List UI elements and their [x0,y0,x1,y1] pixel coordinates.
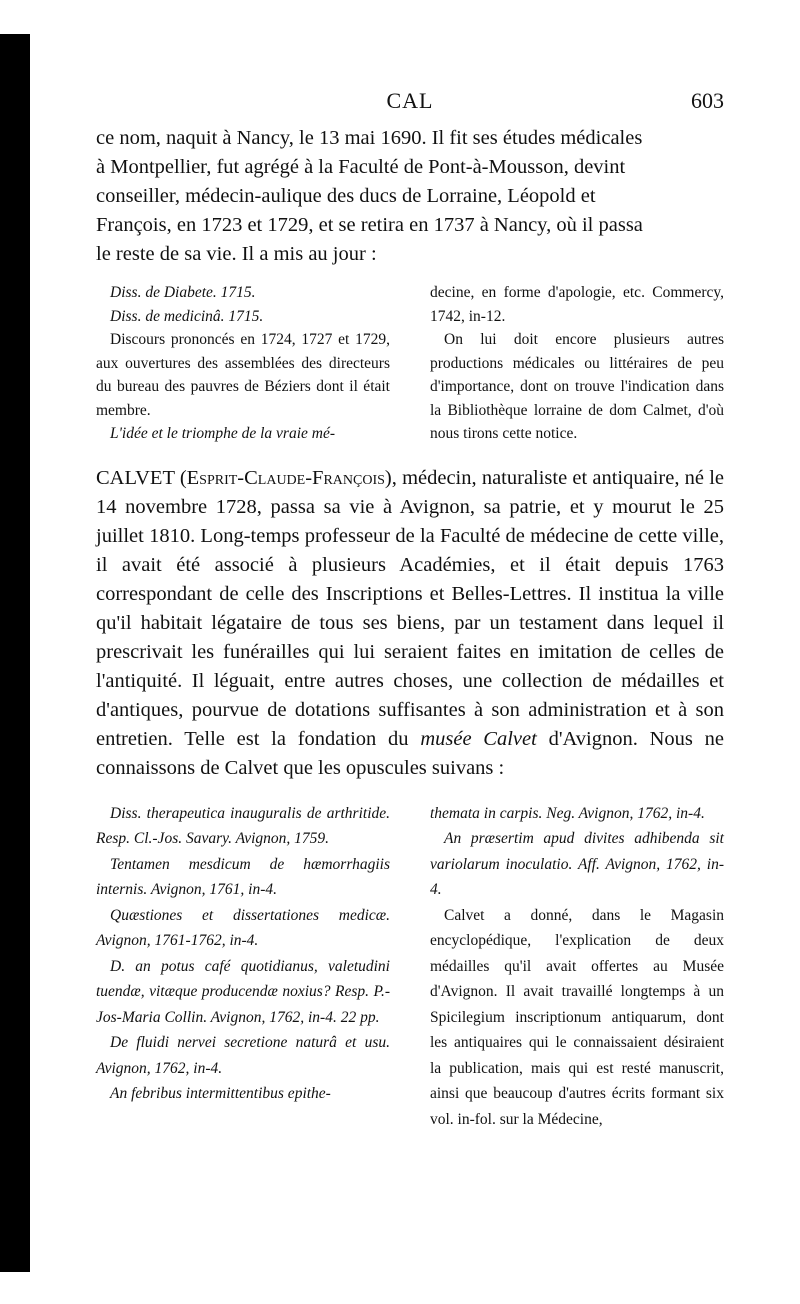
entry1-bibliography [96,281,724,446]
ref-item: Diss. de Diabete. 1715. [110,284,256,301]
entry1-refs-right [430,281,724,446]
entry1-refs-left [96,281,390,446]
entry2-paragraph [96,464,724,783]
museum-name: musée Calvet [420,727,537,750]
ref-item: On lui doit encore plusieurs autres productions médicales ou littéraires de peu d'importance, dont on trouve l'indication dans la Bibliothèque lorraine de dom Calmet, d'où nous tirons cette notice. [430,331,724,442]
entry1-line-2: à Montpellier, fut agrégé à la Faculté de Pont-à-Mousson, devint [96,156,626,178]
book-page [96,88,724,1132]
entry2-refs-right [430,801,724,1133]
entry2-refs-left [96,801,390,1133]
page-number: 603 [691,88,724,113]
ref-item: Diss. de medicinâ. 1715. [110,307,264,325]
ref-item: Diss. therapeutica inauguralis de arthritide. Resp. Cl.-Jos. Savary. Avignon, 1759. [96,804,390,847]
forenames: (Esprit-Claude-François), [179,466,397,489]
entry1-line-4: François, en 1723 et 1729, et se retira en 1737 à Nancy, où il passa [96,214,643,236]
ref-item: decine, en forme d'apologie, etc. Commercy, 1742, in-12. [430,284,724,325]
page-header [96,88,724,124]
ref-item: themata in carpis. Neg. Avignon, 1762, in-4. [430,804,705,822]
binding-shadow [0,34,30,1272]
entry2-bibliography [96,801,724,1133]
entry2-text-end: d'Avignon. Nous ne connaissons de Calvet que les opuscules suivans : [96,727,725,779]
entry2-text: médecin, naturaliste et antiquaire, né le 14 novembre 1728, passa sa vie à Avignon, sa patrie, et y mourut le 25 juillet 1810. Long-temps professeur de la Faculté de médecine de cette ville, il avait été associé à plusieurs Académies, et il était depuis 1763 correspondant de celle des Inscriptions et Belles-Lettres. Il institua la ville qu'il habitait légataire de tous ses biens, par un testament dans lequel il prescrivait les funérailles qui lui seraient faites en imitation de celles de l'antiquité. Il léguait, entre autres choses, une collection de médailles et d'antiques, pourvue de dotations suffisantes à son administration et à son entretien. Telle est la fondation du [96,466,725,750]
entry-cal-continued [96,124,724,446]
entry-calvet [96,464,724,1133]
ref-item: Quæstiones et dissertationes medicæ. Avignon, 1761-1762, in-4. [96,906,390,949]
entry1-line-5: le reste de sa vie. Il a mis au jour : [96,243,377,265]
headword: CALVET [96,466,175,489]
entry1-line-1: ce nom, naquit à Nancy, le 13 mai 1690. Il fit ses études médicales [96,127,643,149]
ref-item: Discours prononcés en 1724, 1727 et 1729, aux ouvertures des assemblées des directeurs du bureau des pauvres de Béziers dont il était membre. [96,331,390,419]
running-head: CAL [386,88,434,113]
ref-item: L'idée et le triomphe de la vraie mé- [110,425,335,442]
ref-item: D. an potus café quotidianus, valetudini tuendæ, vitæque producendæ noxius? Resp. P.-Jos-Maria Collin. Avignon, 1762, in-4. 22 pp. [96,957,390,1026]
entry1-line-3: conseiller, médecin-aulique des ducs de Lorraine, Léopold et [96,185,596,207]
ref-item: De fluidi nervei secretione naturâ et usu. Avignon, 1762, in-4. [96,1034,390,1077]
ref-item: An præsertim apud divites adhibenda sit variolarum inoculatio. Aff. Avignon, 1762, in-4. [430,830,724,898]
ref-item: Tentamen mesdicum de hæmorrhagiis internis. Avignon, 1761, in-4. [96,855,390,898]
ref-item: Calvet a donné, dans le Magasin encyclopédique, l'explication de deux médailles qu'il avait offertes au Musée d'Avignon. Il avait travaillé longtemps à un Spicilegium inscriptionum antiquarum, dont les antiquaires qui le connaissaient désiraient la publication, mais qui est resté manuscrit, ainsi que beaucoup d'autres écrits formant six vol. in-fol. sur la Médecine, [430,906,724,1128]
ref-item: An febribus intermittentibus epithe- [110,1085,331,1102]
